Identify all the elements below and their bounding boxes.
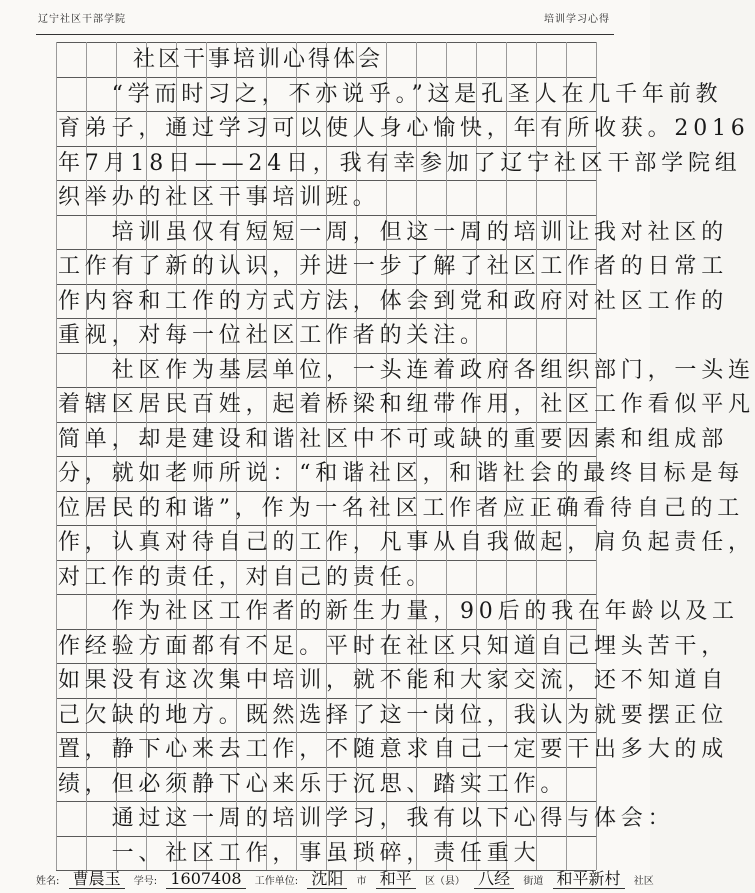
city-suffix: 市 (356, 876, 367, 887)
city-value: 沈阳 (307, 869, 347, 889)
essay-line: “学而时习之，不亦说乎。”这是孔圣人在几千年前教 (58, 81, 723, 107)
essay-line: 作经验方面都有不足。平时在社区只知道自己埋头苦干， (58, 633, 729, 659)
essay-line: 通过这一周的培训学习，我有以下心得与体会： (58, 806, 675, 831)
essay-line: 织举办的社区干事培训班。 (58, 185, 380, 210)
id-label: 学号: (133, 876, 158, 887)
essay-line: 年7月18日——24日，我有幸参加了辽宁社区干部学院组 (58, 150, 742, 176)
community-suffix: 社区 (633, 876, 654, 887)
district-value: 和平 (376, 869, 416, 889)
essay-line: 位居民的和谐”，作为一名社区工作者应正确看待自己的工 (58, 495, 745, 521)
essay-line: 重视，对每一位社区工作者的关注。 (58, 323, 487, 348)
community-value: 和平新村 (553, 869, 625, 889)
name-value: 曹晨玉 (69, 869, 125, 889)
id-value: 1607408 (166, 869, 245, 889)
essay-line: 绩，但必须静下心来乐于沉思、踏实工作。 (58, 771, 568, 797)
essay-line: 社区作为基层单位，一头连着政府各组织部门，一头连 (58, 357, 755, 383)
essay-line: 置，静下心来去工作，不随意求自己一定要干出多大的成 (58, 737, 729, 762)
district-suffix: 区（县） (424, 876, 465, 887)
student-info-footer (36, 866, 654, 889)
work-unit-label: 工作单位: (254, 876, 299, 887)
institution-header: 辽宁社区干部学院 (38, 14, 126, 25)
essay-line: 对工作的责任，对自己的责任。 (58, 564, 434, 590)
essay-line: 分，就如老师所说：“和谐社区，和谐社会的最终目标是每 (58, 461, 745, 486)
essay-line: 着辖区居民百姓，起着桥梁和纽带作用，社区工作看似平凡 (58, 392, 755, 417)
essay-line: 工作有了新的认识，并进一步了解了社区工作者的日常工 (58, 254, 729, 279)
document-type-header: 培训学习心得 (544, 14, 610, 25)
essay-line: 一、社区工作，事虽琐碎，责任重大 (58, 840, 541, 866)
essay-line: 己欠缺的地方。既然选择了这一岗位，我认为就要摆正位 (58, 702, 729, 728)
essay-line: 育弟子，通过学习可以使人身心愉快，年有所收获。2016 (58, 116, 750, 141)
essay-line: 作，认真对待自己的工作，凡事从自我做起，肩负起责任， (58, 530, 755, 555)
essay-line: 作内容和工作的方式方法，体会到党和政府对社区工作的 (58, 288, 729, 314)
essay-line: 简单，却是建设和谐社区中不可或缺的重要因素和组成部 (58, 426, 729, 452)
essay-line: 作为社区工作者的新生力量，90后的我在年龄以及工 (58, 599, 739, 624)
street-suffix: 街道 (523, 876, 544, 887)
name-label: 姓名: (36, 876, 60, 887)
writing-grid (56, 42, 755, 870)
grid-column-line (56, 42, 57, 870)
essay-line: 培训虽仅有短短一周，但这一周的培训让我对社区的 (58, 219, 729, 245)
street-value: 八经 (474, 869, 514, 889)
header-divider (36, 34, 614, 35)
essay-title: 社区干事培训心得体会 (58, 47, 384, 72)
essay-line: 如果没有这次集中培训，就不能和大家交流，还不知道自 (58, 668, 729, 693)
